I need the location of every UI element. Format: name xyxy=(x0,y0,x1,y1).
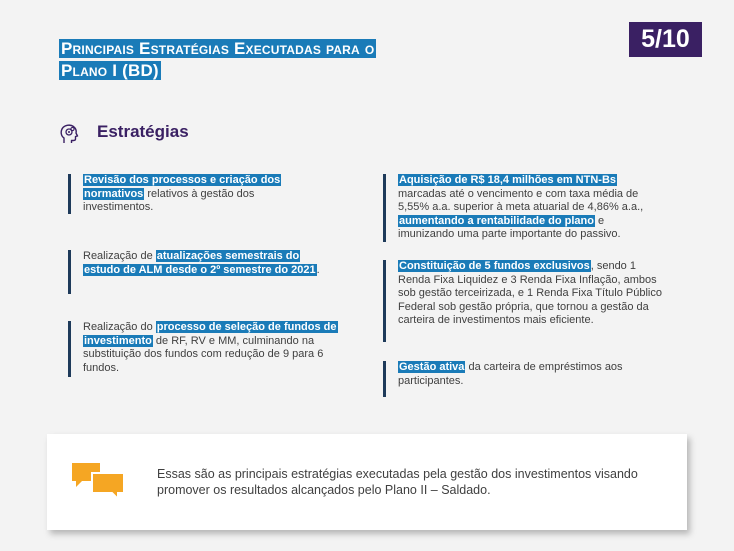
strategy-highlight: Aquisição de R$ 18,4 milhões em NTN-Bs xyxy=(399,174,617,186)
page-title-line-2: Plano I (BD) xyxy=(61,61,159,80)
section-heading: Estratégias xyxy=(97,122,189,141)
chat-bubbles-icon xyxy=(70,461,126,503)
strategy-highlight: Constituição de 5 fundos exclusivos xyxy=(399,260,590,272)
strategy-text: da carteira de empréstimos aos participantes. xyxy=(398,361,623,387)
strategy-highlight: atualizações semestrais do estudo de ALM desde o 2º semestre do 2021 xyxy=(84,250,316,276)
page-title-line-1: Principais Estratégias Executadas para o xyxy=(61,39,375,58)
strategy-text: Realização de xyxy=(83,250,156,262)
strategy-text: Realização do xyxy=(83,321,156,333)
page-title xyxy=(59,38,459,82)
strategy-item-ntnb-acquisition xyxy=(383,174,663,242)
strategy-item-active-management xyxy=(383,361,663,397)
strategy-text: , sendo 1 Renda Fixa Liquidez e 3 Renda Fixa Inflação, ambos sob gestão terceirizada, e 1 Renda Fixa Título Público Federal sob gestão própria, que tornou a gestão da carteira de investimentos mais eficiente. xyxy=(398,260,662,326)
page-indicator: 5/10 xyxy=(629,22,702,57)
strategy-text: de RF, RV e MM, culminando na substituição dos fundos com redução de 9 para 6 fundos. xyxy=(83,334,324,374)
strategy-item-fund-selection xyxy=(68,321,341,377)
strategy-highlight: aumentando a rentabilidade do plano xyxy=(399,214,594,227)
strategy-highlight: Gestão ativa xyxy=(399,361,465,373)
strategy-item-process-review xyxy=(68,174,323,214)
strategy-highlight: Revisão dos processos e criação dos normativos xyxy=(84,174,281,200)
summary-callout xyxy=(47,434,687,530)
strategy-highlight: processo de seleção de fundos de investimento xyxy=(84,321,337,347)
strategy-text: . xyxy=(316,263,320,276)
summary-text: Essas são as principais estratégias executadas pela gestão dos investimentos visando promover os resultados alcançados pelo Plano II – Saldado. xyxy=(157,467,638,497)
strategy-item-exclusive-funds xyxy=(383,260,663,342)
strategy-text: e imunizando uma parte importante do passivo. xyxy=(398,214,621,240)
strategy-text: marcadas até o vencimento e com taxa média de 5,55% a.a. superior à meta atuarial de 4,86% a.a., xyxy=(398,187,644,213)
head-gears-icon xyxy=(58,122,82,146)
strategy-text: relativos à gestão dos investimentos. xyxy=(83,187,255,213)
strategy-item-alm-study xyxy=(68,250,328,294)
